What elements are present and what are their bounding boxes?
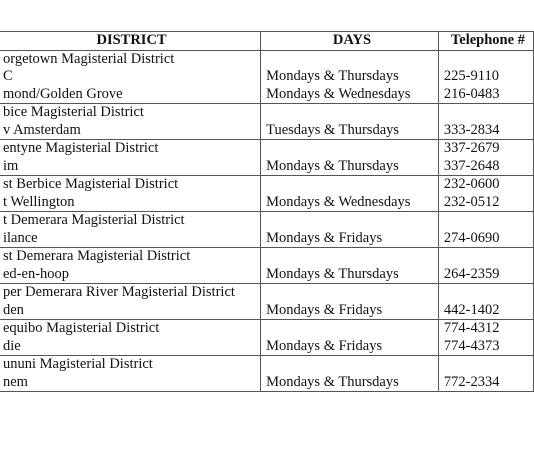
district-cell [0,284,261,320]
telephone-cell-line: 264-2359 [443,265,500,282]
district-cell [0,212,261,248]
days-cell-line: Mondays & Thursdays [266,68,399,84]
district-cell-line: im [3,157,19,174]
days-cell [261,176,439,212]
district-cell [0,320,261,356]
telephone-header: Telephone # [438,32,533,51]
district-cell [0,50,261,104]
district-cell [0,104,261,140]
district-cell-line: st Demerara Magisterial District [3,248,191,264]
telephone-cell-line [444,248,533,266]
days-cell-line [266,140,438,158]
telephone-cell [438,50,533,104]
days-cell [261,284,439,320]
telephone-cell-line: 274-0690 [443,229,500,246]
days-cell-line: Mondays & Thursdays [266,373,399,390]
table-row [0,212,534,248]
telephone-cell-line: 337-2648 [443,157,500,174]
days-cell [261,50,439,104]
district-cell-line: den [3,301,24,318]
table-row [0,104,534,140]
days-cell [261,248,439,284]
telephone-cell-line: 333-2834 [443,121,500,138]
district-cell-line: entyne Magisterial District [3,140,159,156]
telephone-cell-line: 774-4373 [443,337,500,354]
district-cell-line: ed-en-hoop [3,265,70,282]
days-cell-line: Mondays & Fridays [266,337,383,354]
telephone-cell [438,248,533,284]
telephone-cell-line: 232-0600 [443,176,500,192]
telephone-cell-line: 774-4312 [443,320,500,336]
district-cell-line: per Demerara River Magisterial District [3,284,235,300]
district-cell [0,176,261,212]
telephone-cell-line: 225-9110 [443,68,499,84]
days-cell-line [266,51,438,69]
district-cell-line: C [3,68,13,84]
days-cell-line [266,284,438,302]
days-cell-line [266,176,438,194]
telephone-cell [438,140,533,176]
district-cell-line: die [3,337,21,354]
days-header: DAYS [261,32,439,51]
table-row [0,284,534,320]
telephone-cell-line [444,284,533,302]
telephone-cell-line [444,104,533,122]
telephone-cell-line [444,356,533,374]
district-cell-line: mond/Golden Grove [3,85,123,102]
table-row [0,140,534,176]
days-cell-line: Mondays & Fridays [266,229,383,246]
district-cell-line: t Wellington [3,193,75,210]
telephone-cell-line: 232-0512 [443,193,500,210]
days-cell-line [266,248,438,266]
district-cell [0,356,261,392]
telephone-cell [438,320,533,356]
header-row [0,32,534,51]
district-cell-line: v Amsterdam [3,121,81,138]
days-cell [261,140,439,176]
telephone-cell-line: 337-2679 [443,140,500,156]
days-cell-line [266,320,438,338]
days-cell-line: Mondays & Thursdays [266,265,399,282]
days-cell [261,212,439,248]
days-cell-line: Mondays & Fridays [266,301,383,318]
table-row [0,320,534,356]
telephone-cell [438,104,533,140]
days-cell-line [266,212,438,230]
district-header: DISTRICT [0,32,261,51]
schedule-table-body [0,50,534,392]
days-cell-line [266,356,438,374]
district-cell-line: t Demerara Magisterial District [3,212,185,228]
telephone-cell [438,176,533,212]
telephone-cell-line: 216-0483 [443,85,500,102]
telephone-cell [438,356,533,392]
district-cell [0,248,261,284]
telephone-cell-line [444,212,533,230]
schedule-table-container [0,31,534,392]
telephone-cell-line [444,51,533,69]
days-cell-line: Tuesdays & Thursdays [266,121,400,138]
days-cell-line: Mondays & Wednesdays [266,193,411,210]
district-cell-line: st Berbice Magisterial District [3,176,179,192]
days-cell-line: Mondays & Wednesdays [266,85,411,102]
telephone-cell [438,284,533,320]
district-cell-line: ununi Magisterial District [3,356,153,372]
days-cell-line: Mondays & Thursdays [266,157,399,174]
days-cell [261,356,439,392]
table-row [0,248,534,284]
district-cell-line: equibo Magisterial District [3,320,160,336]
district-cell-line: bice Magisterial District [3,104,144,120]
page-blank-area [0,394,534,462]
telephone-cell-line: 442-1402 [443,301,500,318]
telephone-cell-line: 772-2334 [443,373,500,390]
table-row [0,356,534,392]
district-cell-line: ilance [3,229,38,246]
telephone-cell [438,212,533,248]
district-cell [0,140,261,176]
magisterial-schedule-table [0,31,534,392]
days-cell [261,320,439,356]
days-cell-line [266,104,438,122]
days-cell [261,104,439,140]
district-cell-line: orgetown Magisterial District [3,50,175,67]
table-row [0,50,534,104]
district-cell-line: nem [3,373,28,390]
table-row [0,176,534,212]
